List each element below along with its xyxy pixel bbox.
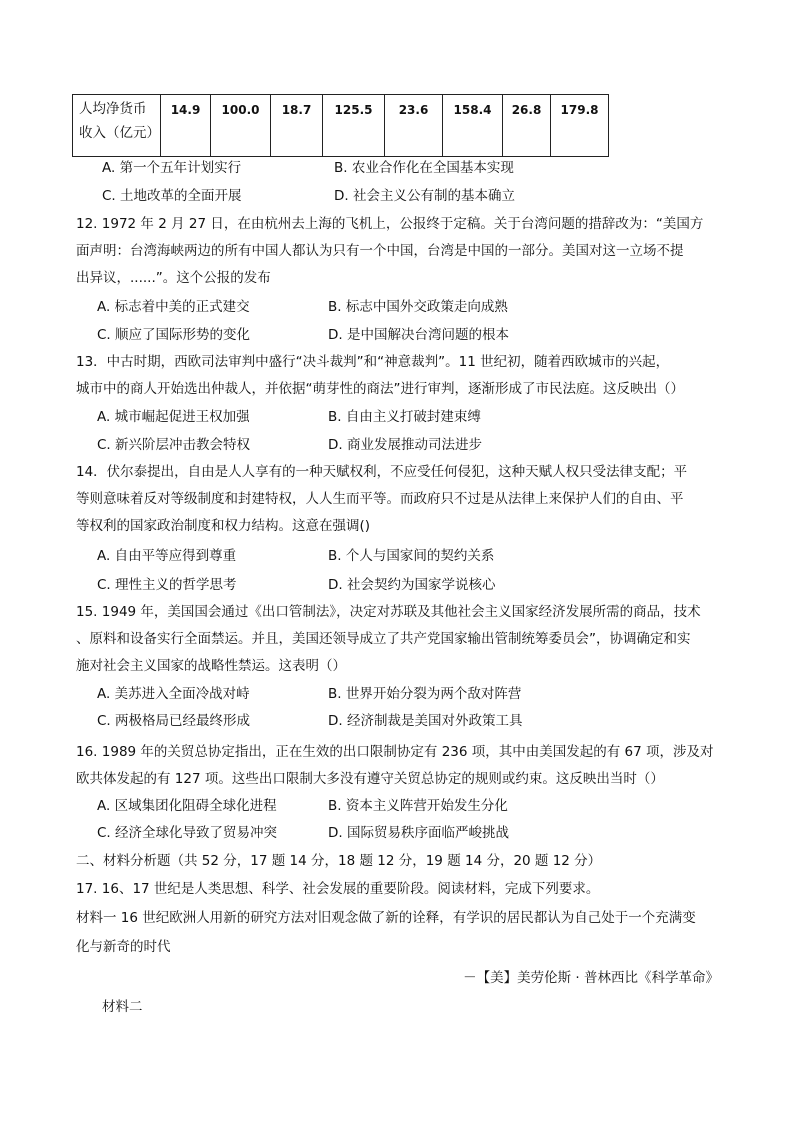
material1-source: －【美】美劳伦斯 · 普林西比《科学革命》 (463, 970, 719, 986)
q13-option-a: A. 城市崛起促进王权加强 (97, 409, 250, 425)
q16-stem-line: 欧共体发起的有 127 项。这些出口限制大多没有遵守关贸总协定的规则或约束。这反映出当时（） (76, 771, 664, 787)
q13-stem-line: 城市中的商人开始选出仲裁人，并依据“萌芽性的商法”进行审判，逐渐形成了市民法庭。这反映出（） (76, 381, 684, 397)
q14-option-b: B. 个人与国家间的契约关系 (328, 548, 495, 564)
q13-option-b: B. 自由主义打破封建束缚 (328, 409, 481, 425)
q15-stem-line: 施对社会主义国家的战略性禁运。这表明（） (76, 658, 346, 674)
q13-option-d: D. 商业发展推动司法进步 (328, 437, 482, 453)
q17-intro: 17. 16、17 世纪是人类思想、科学、社会发展的重要阶段。阅读材料，完成下列要求。 (76, 881, 600, 897)
table-cell: 158.4 (443, 95, 503, 157)
q16-option-c: C. 经济全球化导致了贸易冲突 (97, 825, 278, 841)
q15-option-b: B. 世界开始分裂为两个敌对阵营 (328, 686, 522, 702)
q15-option-a: A. 美苏进入全面冷战对峙 (97, 686, 250, 702)
q15-option-d: D. 经济制裁是美国对外政策工具 (328, 713, 523, 729)
table-cell: 100.0 (211, 95, 271, 157)
table-cell: 14.9 (161, 95, 211, 157)
q15-option-c: C. 两极格局已经最终形成 (97, 713, 251, 729)
q11-option-d: D. 社会主义公有制的基本确立 (334, 188, 515, 204)
q13-option-c: C. 新兴阶层冲击教会特权 (97, 437, 251, 453)
q14-stem-line: 14．伏尔泰提出，自由是人人享有的一种天赋权利，不应受任何侵犯，这种天赋人权只受法律支配；平 (76, 464, 688, 480)
q12-option-a: A. 标志着中美的正式建交 (97, 299, 250, 315)
q15-stem-line: 15. 1949 年，美国国会通过《出口管制法》，决定对苏联及其他社会主义国家经济发展所需的商品，技术 (76, 604, 701, 620)
material1-line: 材料一 16 世纪欧洲人用新的研究方法对旧观念做了新的诠释，有学识的居民都认为自己处于一个充满变 (76, 910, 696, 926)
table-cell: 179.8 (551, 95, 609, 157)
q11-option-a: A. 第一个五年计划实行 (102, 160, 242, 176)
q15-stem-line: 、原料和设备实行全面禁运。并且，美国还领导成立了共产党国家输出管制统筹委员会”，协调确定和实 (76, 631, 691, 647)
q14-option-a: A. 自由平等应得到尊重 (97, 548, 237, 564)
q12-stem-line: 面声明：台湾海峡两边的所有中国人都认为只有一个中国，台湾是中国的一部分。美国对这一立场不提 (76, 243, 684, 259)
data-table (72, 94, 609, 157)
table-cell: 23.6 (385, 95, 443, 157)
q14-option-c: C. 理性主义的哲学思考 (97, 577, 237, 593)
q16-option-d: D. 国际贸易秩序面临严峻挑战 (328, 825, 509, 841)
q14-stem-line: 等权利的国家政治制度和权力结构。这意在强调() (76, 518, 371, 534)
q12-option-b: B. 标志中国外交政策走向成熟 (328, 299, 508, 315)
table-header-line2: 收入（亿元） (79, 125, 160, 141)
q12-option-d: D. 是中国解决台湾问题的根本 (328, 327, 509, 343)
q16-option-b: B. 资本主义阵营开始发生分化 (328, 798, 508, 814)
q14-stem-line: 等则意味着反对等级制度和封建特权，人人生而平等。而政府只不过是从法律上来保护人们的自由、平 (76, 491, 684, 507)
table-header-cell (73, 95, 161, 157)
q11-option-b: B. 农业合作化在全国基本实现 (334, 160, 514, 176)
table-header-line1: 人均净货币 (79, 101, 147, 117)
q16-option-a: A. 区域集团化阻碍全球化进程 (97, 798, 277, 814)
table-cell: 18.7 (271, 95, 323, 157)
q12-option-c: C. 顺应了国际形势的变化 (97, 327, 251, 343)
table-row (73, 95, 609, 157)
q16-stem-line: 16. 1989 年的关贸总协定指出，正在生效的出口限制协定有 236 项，其中由美国发起的有 67 项，涉及对 (76, 744, 714, 760)
section-heading: 二、材料分析题（共 52 分，17 题 14 分，18 题 12 分，19 题 14 分，20 题 12 分） (76, 853, 602, 869)
table-cell: 125.5 (323, 95, 385, 157)
material2-label: 材料二 (102, 999, 143, 1015)
q12-stem-line: 12. 1972 年 2 月 27 日，在由杭州去上海的飞机上，公报终于定稿。关于台湾问题的措辞改为：“美国方 (76, 216, 704, 232)
q13-stem-line: 13．中古时期，西欧司法审判中盛行“决斗裁判”和“神意裁判”。11 世纪初，随着西欧城市的兴起， (76, 354, 670, 370)
material1-line: 化与新奇的时代 (76, 939, 171, 955)
q14-option-d: D. 社会契约为国家学说核心 (328, 577, 496, 593)
q11-option-c: C. 土地改革的全面开展 (102, 188, 242, 204)
table-cell: 26.8 (503, 95, 551, 157)
q12-stem-line: 出异议，......”。这个公报的发布 (76, 270, 271, 286)
